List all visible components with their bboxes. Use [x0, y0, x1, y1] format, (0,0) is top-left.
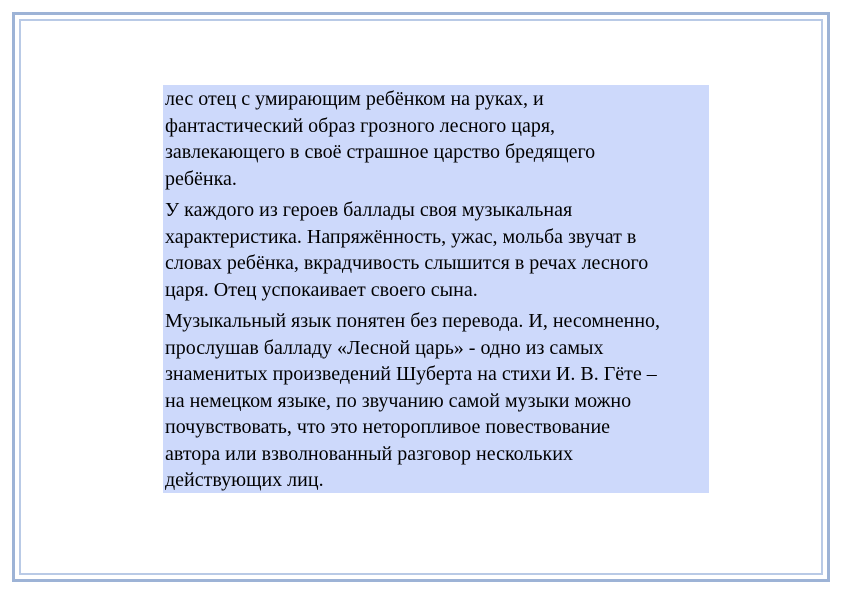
- text-line: лес отец с умирающим ребёнком на руках, и: [165, 88, 544, 110]
- paragraph-3: [165, 308, 707, 494]
- text-box: [163, 85, 709, 493]
- text-line: действующих лиц.: [165, 469, 324, 491]
- text-line: царя. Отец успокаивает своего сына.: [165, 278, 478, 301]
- text-line: Музыкальный язык понятен без перевода. И, несомненно,: [165, 310, 661, 332]
- text-line: ребёнка.: [165, 167, 237, 190]
- text-line: фантастический образ грозного лесного царя,: [165, 114, 556, 137]
- text-line: прослушав балладу «Лесной царь» - одно из самых: [165, 336, 604, 359]
- text-line: словах ребёнка, вкрадчивость слышится в речах лесного: [165, 252, 649, 274]
- text-line: автора или взволнованный разговор нескольких: [165, 442, 573, 465]
- text-line: почувствовать, что это неторопливое повествование: [165, 416, 611, 438]
- text-line: завлекающего в своё страшное царство бредящего: [165, 141, 596, 163]
- text-line: знаменитых произведений Шуберта на стихи И. В. Гёте –: [165, 363, 657, 385]
- text-line: характеристика. Напряжённость, ужас, мольба звучат в: [165, 225, 637, 248]
- paragraph-1: [165, 86, 707, 192]
- text-line: У каждого из героев баллады своя музыкальная: [165, 199, 573, 221]
- text-line: на немецком языке, по звучанию самой музыки можно: [165, 389, 632, 412]
- paragraph-2: [165, 197, 707, 303]
